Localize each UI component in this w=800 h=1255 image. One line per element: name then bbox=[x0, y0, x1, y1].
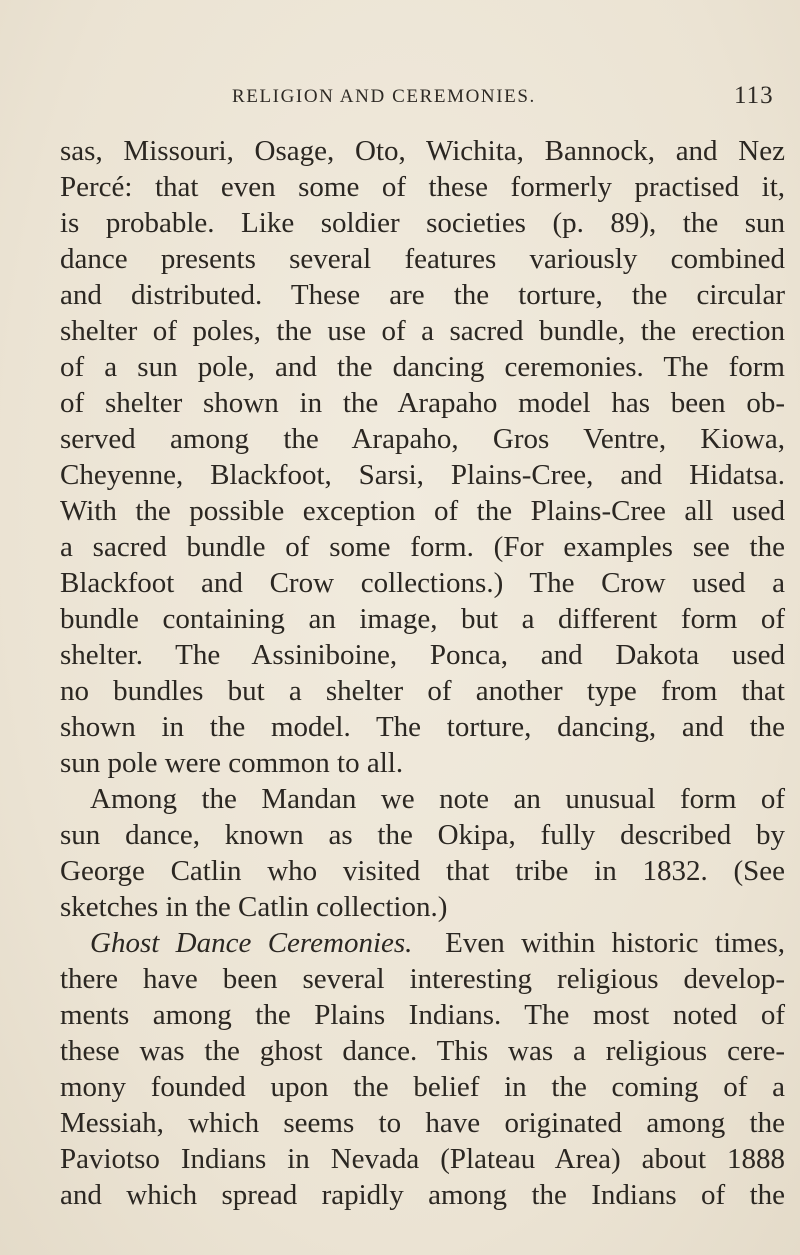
heading-gap bbox=[412, 927, 445, 959]
text-line: served among the Arapaho, Gros Ventre, Kiowa, bbox=[60, 423, 785, 455]
running-head bbox=[0, 82, 800, 112]
body-text bbox=[60, 133, 785, 1213]
text-line: mony founded upon the belief in the coming of a bbox=[60, 1071, 785, 1103]
text-line: Cheyenne, Blackfoot, Sarsi, Plains-Cree, and Hidatsa. bbox=[60, 459, 785, 491]
page-number: 113 bbox=[734, 82, 774, 109]
text-line: bundle containing an image, but a different form of bbox=[60, 603, 785, 635]
text-line: of a sun pole, and the dancing ceremonies. The form bbox=[60, 351, 785, 383]
text-line: Paviotso Indians in Nevada (Plateau Area) about 1888 bbox=[60, 1143, 785, 1175]
text-line: shelter of poles, the use of a sacred bundle, the erection bbox=[60, 315, 785, 347]
text-line: With the possible exception of the Plains-Cree all used bbox=[60, 495, 785, 527]
paragraph-ghost-dance bbox=[60, 925, 785, 1213]
text-line: is probable. Like soldier societies (p. 89), the sun bbox=[60, 207, 785, 239]
text-line: shelter. The Assiniboine, Ponca, and Dakota used bbox=[60, 639, 785, 671]
text-line: sun pole were common to all. bbox=[60, 747, 404, 779]
text-line: and distributed. These are the torture, the circular bbox=[60, 279, 785, 311]
text-line: and which spread rapidly among the Indians of the bbox=[60, 1179, 785, 1211]
text-line: of shelter shown in the Arapaho model has been ob- bbox=[60, 387, 785, 419]
text-line: sketches in the Catlin collection.) bbox=[60, 891, 448, 923]
text-line: Percé: that even some of these formerly practised it, bbox=[60, 171, 785, 203]
text-line: ments among the Plains Indians. The most noted of bbox=[60, 999, 785, 1031]
text-line: dance presents several features variously combined bbox=[60, 243, 785, 275]
text-line: sas, Missouri, Osage, Oto, Wichita, Bannock, and Nez bbox=[60, 135, 785, 167]
text-line: Blackfoot and Crow collections.) The Crow used a bbox=[60, 567, 785, 599]
paragraph-mandan bbox=[60, 781, 785, 925]
running-title: RELIGION AND CEREMONIES. bbox=[232, 86, 536, 107]
text-line: no bundles but a shelter of another type from that bbox=[60, 675, 785, 707]
text-line: there have been several interesting religious develop- bbox=[60, 963, 785, 995]
heading-line-text: Even within historic times, bbox=[445, 927, 785, 959]
text-line: George Catlin who visited that tribe in 1832. (See bbox=[60, 855, 785, 887]
text-line: Among the Mandan we note an unusual form of bbox=[90, 783, 785, 815]
text-line: sun dance, known as the Okipa, fully described by bbox=[60, 819, 785, 851]
section-heading: Ghost Dance Ceremonies. bbox=[90, 927, 413, 959]
text-line: shown in the model. The torture, dancing, and the bbox=[60, 711, 785, 743]
text-line: Messiah, which seems to have originated among the bbox=[60, 1107, 785, 1139]
text-line bbox=[60, 925, 785, 961]
paragraph-sun-dance bbox=[60, 133, 785, 781]
text-line: a sacred bundle of some form. (For examples see the bbox=[60, 531, 785, 563]
text-line: these was the ghost dance. This was a religious cere- bbox=[60, 1035, 785, 1067]
